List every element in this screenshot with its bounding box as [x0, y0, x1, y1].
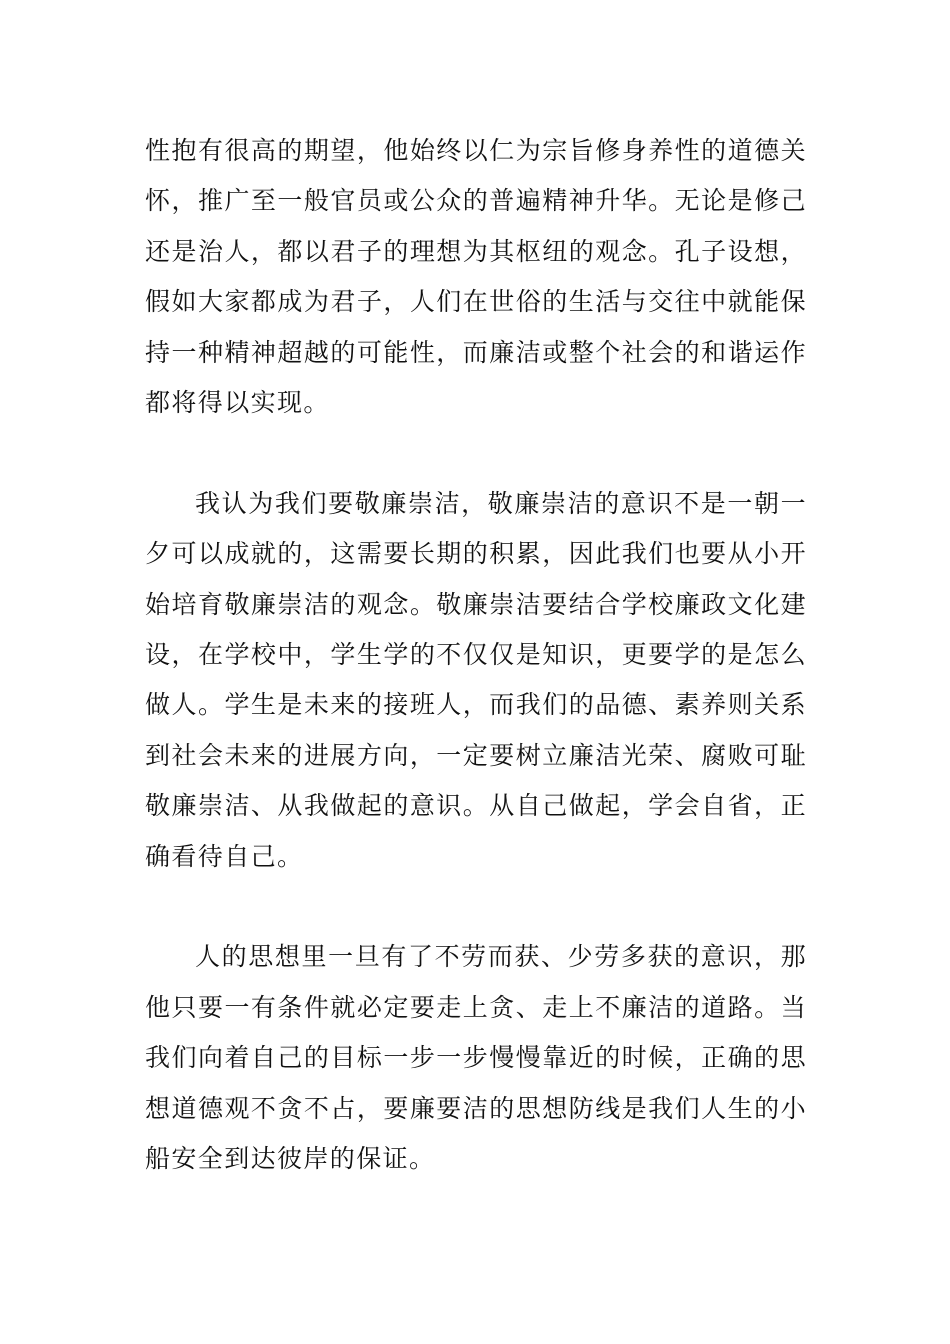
paragraph-continuation: 性抱有很高的期望，他始终以仁为宗旨修身养性的道德关怀，推广至一般官员或公众的普遍精神升华。无论是修己还是治人，都以君子的理想为其枢纽的观念。孔子设想，假如大家都成为君子，人们在世俗的生活与交往中就能保持一种精神超越的可能性，而廉洁或整个社会的和谐运作都将得以实现。	[145, 136, 807, 418]
paragraph-respect-integrity: 我认为我们要敬廉崇洁，敬廉崇洁的意识不是一朝一夕可以成就的，这需要长期的积累，因此我们也要从小开始培育敬廉崇洁的观念。敬廉崇洁要结合学校廉政文化建设，在学校中，学生学的不仅仅是知识，更要学的是怎么做人。学生是未来的接班人，而我们的品德、素养则关系到社会未来的进展方向，一定要树立廉洁光荣、腐败可耻敬廉崇洁、从我做起的意识。从自己做起，学会自省，正确看待自己。	[145, 488, 807, 871]
paragraph-moral-defense: 人的思想里一旦有了不劳而获、少劳多获的意识，那他只要一有条件就必定要走上贪、走上不廉洁的道路。当我们向着自己的目标一步一步慢慢靠近的时候，正确的思想道德观不贪不占，要廉要洁的思想防线是我们人生的小船安全到达彼岸的保证。	[145, 942, 807, 1174]
document-body	[145, 126, 807, 1185]
